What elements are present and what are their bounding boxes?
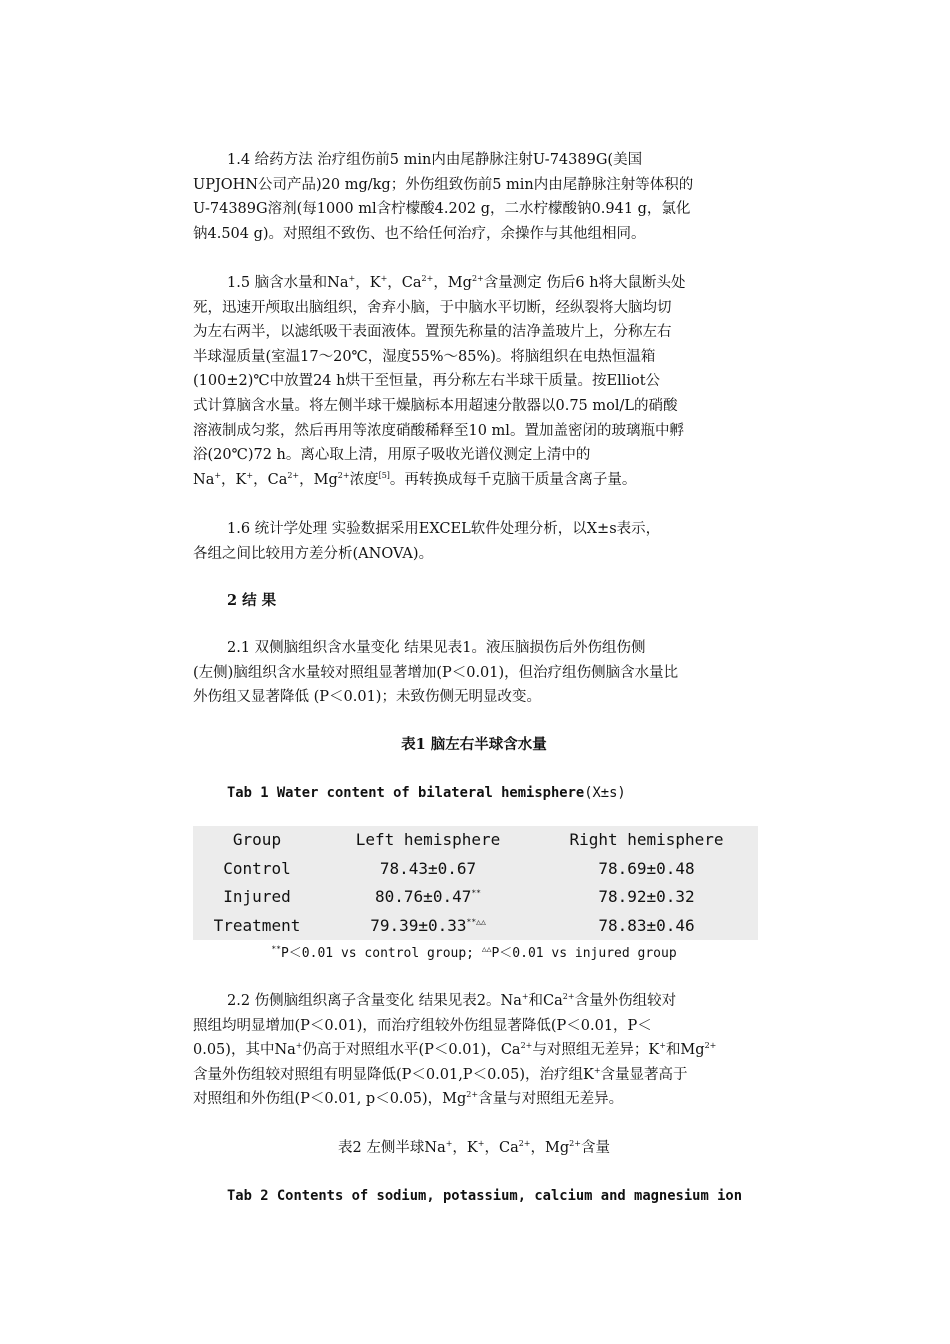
paragraph-line: 0.05)，其中Na+仍高于对照组水平(P＜0.01)，$Ca^{2+}$与对照组无差异；K+和$Mg^{2+}$ <box>193 1041 717 1059</box>
paragraph-line: 2.1 双侧脑组织含水量变化 结果见表1。液压脑损伤后外伤组伤侧 <box>227 640 646 656</box>
paragraph-line: 死，迅速开颅取出脑组织，舍弃小脑，于中脑水平切断，经纵裂将大脑均切 <box>193 299 672 316</box>
paragraph-line: 各组之间比较用方差分析(ANOVA)。 <box>193 545 434 562</box>
table2-caption-cn: 表2 左侧半球Na+，K+，$Ca^{2+}$，$Mg^{2+}$含量 <box>338 1139 610 1156</box>
paragraph-line: 浴(20℃)72 h。离心取上清，用原子吸收光谱仪测定上清中的 <box>193 447 591 464</box>
paragraph-line: 含量外伤组较对照组有明显降低(P＜0.01,P＜0.05)，治疗组K+含量显著高于 <box>193 1065 688 1083</box>
table-row <box>193 912 758 941</box>
section-1-4 <box>193 148 755 246</box>
paragraph-line: 半球湿质量(室温17～20℃，湿度55%～85%)。将脑组织在电热恒温箱 <box>193 348 656 365</box>
table-cell-group: Treatment <box>213 915 301 935</box>
paragraph-line: 溶液制成匀浆，然后再用等浓度硝酸稀释至10 ml。置加盖密闭的玻璃瓶中孵 <box>193 422 684 439</box>
table1-caption-en: Tab 1 Water content of bilateral hemisphere(X±s) <box>227 785 626 801</box>
table-header-cell: Group <box>232 830 282 849</box>
table-row <box>193 855 758 884</box>
table2-caption-en: Tab 2 Contents of sodium, potassium, calcium and magnesium ion <box>227 1188 742 1204</box>
table-cell-right: 78.83±0.46 <box>598 915 695 935</box>
table-cell-left: 80.76±0.47** <box>375 887 481 906</box>
table1-footnote: **P＜0.01 vs control group; △△P＜0.01 vs injured group <box>271 944 677 961</box>
paragraph-line: 1.4 给药方法 治疗组伤前5 min内由尾静脉注射U-74389G(美国 <box>227 152 643 168</box>
section-2-1 <box>193 636 755 710</box>
paragraph-line: 1.5 脑含水量和Na+，K+，$Ca^{2+}$，$Mg^{2+}$含量测定 伤后6 h将大鼠断头处 <box>227 274 686 291</box>
paragraph-line: 式计算脑含水量。将左侧半球干燥脑标本用超速分散器以0.75 mol/L的硝酸 <box>193 397 678 414</box>
paragraph-line: Na+，K+，$Ca^{2+}$，$Mg^{2+}$浓度[5]。再转换成每千克脑干质量含离子量。 <box>193 470 637 488</box>
table-cell-group: Injured <box>223 887 291 906</box>
table1 <box>193 826 758 940</box>
table-cell-left: 78.43±0.67 <box>379 858 477 878</box>
table-row <box>193 883 758 912</box>
section-1-6 <box>193 517 755 566</box>
paragraph-line: (100±2)℃中放置24 h烘干至恒量，再分称左右半球干质量。按Elliot公 <box>193 373 661 390</box>
table-cell-left: 79.39±0.33**△△ <box>370 915 486 935</box>
table-header-cell: Left hemisphere <box>355 830 501 849</box>
section-1-5 <box>193 271 755 492</box>
paragraph-line: 对照组和外伤组(P＜0.01, p＜0.05)，$Mg^{2+}$含量与对照组无差异。 <box>193 1090 624 1108</box>
table-cell-right: 78.92±0.32 <box>598 887 695 906</box>
paragraph-line: U-74389G溶剂(每1000 ml含柠檬酸4.202 g，二水柠檬酸钠0.941 g，氯化 <box>193 201 691 218</box>
paragraph-line: (左侧)脑组织含水量较对照组显著增加(P＜0.01)，但治疗组伤侧脑含水量比 <box>193 664 679 681</box>
paragraph-line: 为左右两半，以滤纸吸干表面液体。置预先称量的洁净盖玻片上，分称左右 <box>193 324 672 341</box>
citation-ref: [5] <box>378 470 390 480</box>
table-header-row <box>193 826 758 855</box>
section-2-2 <box>193 989 755 1112</box>
table1-caption-cn: 表1 脑左右半球含水量 <box>401 736 547 753</box>
paragraph-line: 1.6 统计学处理 实验数据采用EXCEL软件处理分析，以X±s表示， <box>227 521 661 537</box>
paragraph-line: 钠4.504 g)。对照组不致伤、也不给任何治疗，余操作与其他组相同。 <box>193 225 646 242</box>
table-cell-group: Control <box>223 858 291 878</box>
paragraph-line: 照组均明显增加(P＜0.01)，而治疗组较外伤组显著降低(P＜0.01，P＜ <box>193 1017 652 1034</box>
paragraph-line: 外伤组又显著降低 (P＜0.01)；未致伤侧无明显改变。 <box>193 689 541 706</box>
section-heading-results: 2 结 果 <box>227 592 277 609</box>
table-cell-right: 78.69±0.48 <box>598 858 695 878</box>
paragraph-line: UPJOHN公司产品)20 mg/kg；外伤组致伤前5 min内由尾静脉注射等体积的 <box>193 176 694 193</box>
table-header-cell: Right hemisphere <box>569 830 724 849</box>
paragraph-line: 2.2 伤侧脑组织离子含量变化 结果见表2。Na+和$Ca^{2+}$含量外伤组较对 <box>227 992 677 1009</box>
